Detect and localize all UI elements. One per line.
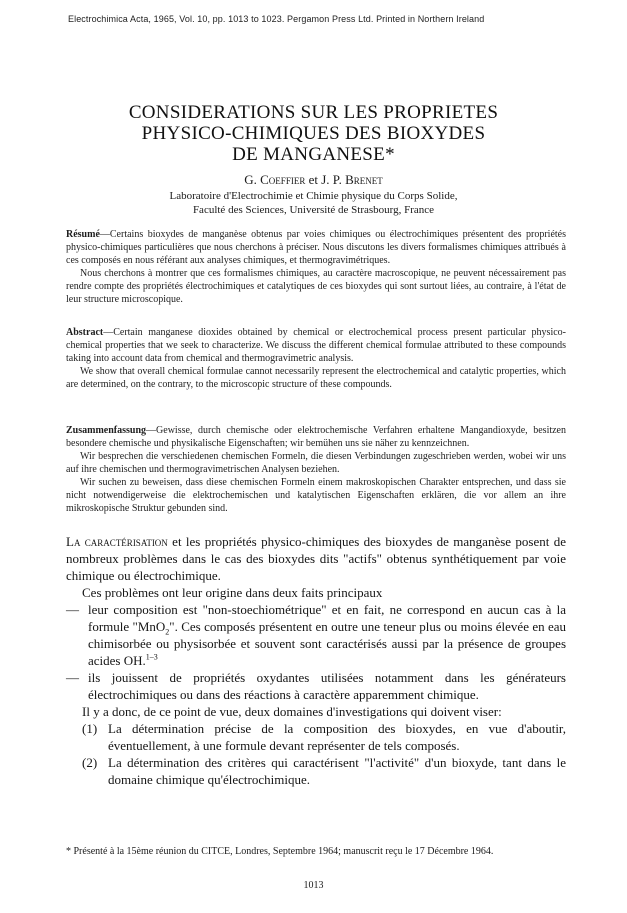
abstract-text-1: —Certain manganese dioxides obtained by chemical or electrochemical process present particular physico-chemical properties that we seek to characterize. We discuss the different chemical formulae attributed to these compounds taking into account data from chemical and thermogravimetric analysis. [66, 327, 566, 364]
resume-para-2: Nous cherchons à montrer que ces formalismes chimiques, au caractère macroscopique, ne peuvent nécessairement pas rendre compte des propriétés électrochimiques et catalytiques de ces bioxydes qui sont surtout liées, au contraire, à l'état de leur structure microscopique. [66, 268, 566, 305]
title-line-1: CONSIDERATIONS SUR LES PROPRIETES [128, 102, 499, 123]
zusammenfassung-para-1 [66, 424, 566, 450]
zusammenfassung-para-3: Wir suchen zu beweisen, dass diese chemischen Formeln einem makroskopischen Charakter entsprechen, und dass sie nicht notwendigerweise die elektrochemischen und katalytischen Eigenschaften erklären, die vor allem an ihre mikroskopische Struktur gebunden sind. [66, 477, 566, 514]
affiliation-line-1: Laboratoire d'Electrochimie et Chimie physique du Corps Solide, [169, 190, 458, 202]
abstract-para-1 [66, 326, 566, 365]
zusammenfassung-block [66, 424, 566, 515]
zusammenfassung-text-1: —Gewisse, durch chemische oder elektrochemische Verfahren erhaltene Mangandioxyde, besitzen besondere chemische und physikalische Eigenschaften; wir bemühen uns sie näher zu kennzeichnen. [66, 425, 566, 449]
resume-para-1 [66, 228, 566, 267]
reference-superscript: 1–3 [145, 652, 158, 662]
resume-label: Résumé [66, 229, 100, 240]
author-2-initial: J. P. [321, 172, 342, 187]
zusammenfassung-para-2: Wir besprechen die verschiedenen chemischen Formeln, die diesen Verbindungen zugeschrieben werden, wobei wir uns auf ihre chemischen und thermogravimetrischen Analysen beziehen. [66, 451, 566, 475]
list-item-2 [66, 669, 566, 703]
zusammenfassung-label: Zusammenfassung [66, 425, 147, 436]
author-line [0, 172, 627, 188]
numbered-item-2-text: La détermination des critères qui caractérisent "l'activité" d'un bioxyde, tant dans le domaine chimique qu'électrochimique. [108, 755, 566, 787]
abstract-block [66, 326, 566, 391]
list-dash-1: — [66, 602, 79, 617]
footnote: * Présenté à la 15ème réunion du CITCE, Londres, Septembre 1964; manuscrit reçu le 17 Décembre 1964. [66, 846, 494, 857]
resume-block [66, 228, 566, 306]
list-item-1-subscript: 2 [165, 627, 170, 637]
affiliation-line-2: Faculté des Sciences, Université de Strasbourg, France [192, 204, 435, 216]
numbered-item-2 [66, 754, 566, 788]
numbered-item-1-text: La détermination précise de la composition des bioxydes, en vue d'aboutir, éventuellement, à une formule devant représenter de tels composés. [108, 721, 566, 753]
list-item-2-text: ils jouissent de propriétés oxydantes utilisées notamment dans les générateurs électrochimiques ou dans des réactions à caractère apparemment chimique. [88, 670, 566, 702]
list-dash-2: — [66, 670, 79, 685]
author-conjunction: et [308, 172, 318, 187]
body-para-1-lead: La caractérisation [66, 534, 168, 549]
list-item-1-text-b: ". Ces composés présentent en outre une teneur plus ou moins élevée en eau chimisorbée ou physisorbée et souvent sont caractérisés aussi par la présence de groupes acides OH. [88, 619, 567, 668]
abstract-label: Abstract [66, 327, 104, 338]
affiliation [0, 189, 627, 217]
body-para-1 [66, 533, 566, 584]
resume-text-1: —Certains bioxydes de manganèse obtenus par voies chimiques ou électrochimiques présentent des propriétés physico-chimiques particulières que nous cherchons à préciser. Nous discutons les divers formalismes chimiques attribués à ces composés en nous référant aux analyses chimiques, et thermogravimétriques. [66, 229, 566, 266]
author-1-name: Coeffier [260, 172, 306, 187]
numbered-item-1 [66, 720, 566, 754]
list-item-1 [66, 601, 566, 669]
title-line-3: DE MANGANESE* [232, 144, 395, 165]
journal-citation-header: Electrochimica Acta, 1965, Vol. 10, pp. 1013 to 1023. Pergamon Press Ltd. Printed in Northern Ireland [68, 14, 485, 24]
article-title [0, 102, 627, 165]
body-para-2: Ces problèmes ont leur origine dans deux faits principaux [82, 585, 383, 600]
title-line-2: PHYSICO-CHIMIQUES DES BIOXYDES [141, 123, 486, 144]
list-item-1-text-a: leur composition est "non-stoechiométrique" et en fait, ne correspond en aucun cas à la formule "MnO [88, 602, 566, 634]
author-2-name: Brenet [345, 172, 383, 187]
body-para-1-text: et les propriétés physico-chimiques des bioxydes de manganèse posent de nombreux problèmes dans le cas des bioxydes dits "actifs" obtenus synthétiquement par voie chimique ou électrochimique. [66, 534, 566, 583]
author-1-initial: G. [244, 172, 257, 187]
body-para-3: Il y a donc, de ce point de vue, deux domaines d'investigations qui doivent viser: [82, 704, 502, 719]
numbered-item-2-marker: (2) [82, 755, 98, 770]
page-number: 1013 [303, 880, 324, 891]
abstract-para-2: We show that overall chemical formulae cannot necessarily represent the electrochemical and catalytic properties, which are determined, on the contrary, to the microscopic structure of these compounds. [66, 366, 566, 390]
numbered-item-1-marker: (1) [82, 721, 98, 736]
body-text [66, 533, 566, 788]
